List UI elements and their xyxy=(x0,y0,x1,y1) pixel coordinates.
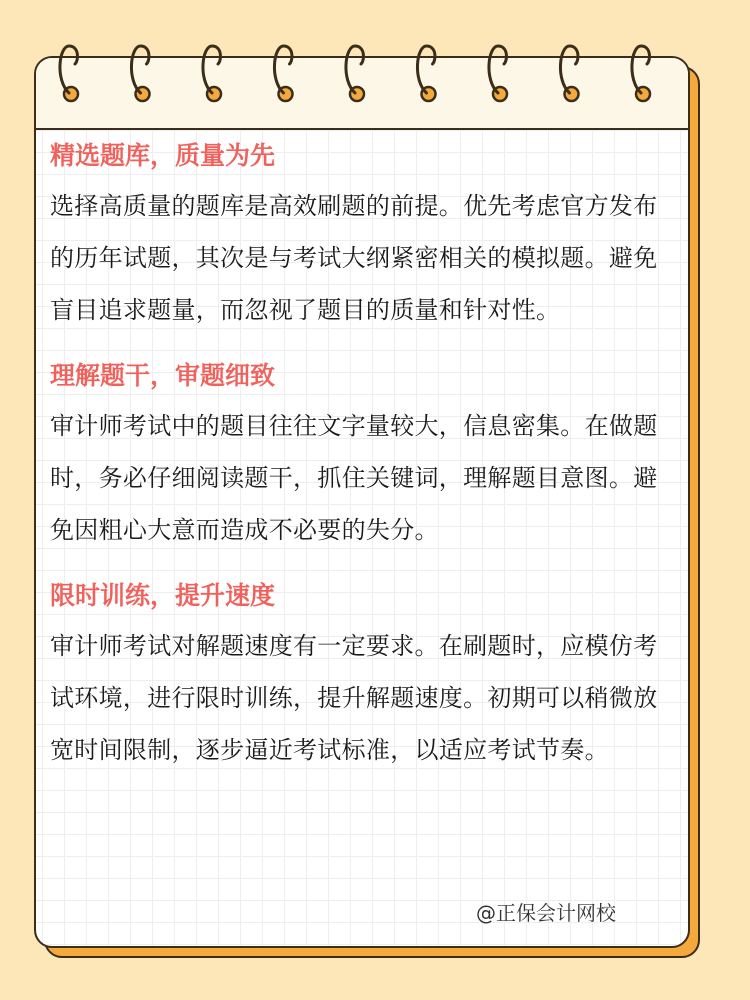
section-body: 审计师考试中的题目往往文字量较大，信息密集。在做题时，务必仔细阅读题干，抓住关键词，理解题目意图。避免因粗心大意而造成不必要的失分。 xyxy=(50,412,658,544)
notebook-content xyxy=(50,130,670,796)
section-title: 精选题库，质量为先 xyxy=(50,141,276,170)
section-body: 审计师考试对解题速度有一定要求。在刷题时，应模仿考试环境，进行限时训练，提升解题速度。初期可以稍微放宽时间限制，逐步逼近考试标准，以适应考试节奏。 xyxy=(50,632,658,764)
notebook-header xyxy=(36,58,688,130)
section-title: 限时训练，提升速度 xyxy=(50,581,276,610)
section-body: 选择高质量的题库是高效刷题的前提。优先考虑官方发布的历年试题，其次是与考试大纲紧密相关的模拟题。避免盲目追求题量，而忽视了题目的质量和针对性。 xyxy=(50,192,658,324)
section-question-bank xyxy=(50,136,670,336)
section-read-carefully xyxy=(50,356,670,556)
section-title: 理解题干，审题细致 xyxy=(50,361,276,390)
section-timed-practice xyxy=(50,576,670,776)
watermark: @正保会计网校 xyxy=(476,901,616,925)
